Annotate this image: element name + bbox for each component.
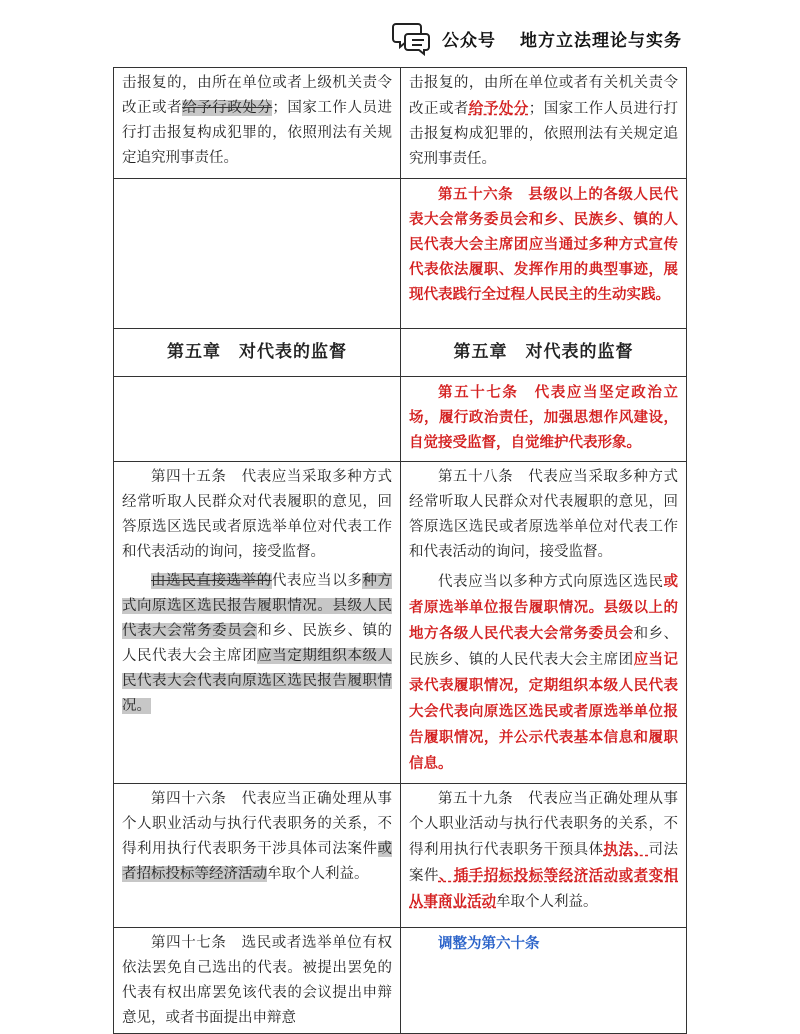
- account-header: [392, 20, 682, 56]
- old-article-46: 第四十六条 代表应当正确处理从事个人职业活动与执行代表职务的关系，不得利用执行代表职务干涉具体司法案件或者招标投标等经济活动牟取个人利益。: [122, 791, 392, 882]
- new-article-56: 第五十六条 县级以上的各级人民代表大会常务委员会和乡、民族乡、镇的人民代表大会主席团应当通过多种方式宣传代表依法履职、发挥作用的典型事迹，展现代表践行全过程人民民主的生动实践。: [409, 186, 678, 303]
- old-text-cell: [114, 377, 401, 462]
- new-text-cell: [401, 377, 687, 462]
- old-text-cell: [114, 179, 401, 329]
- new-article-57: 第五十七条 代表应当坚定政治立场，履行政治责任，加强思想作风建设，自觉接受监督，自觉维护代表形象。: [409, 384, 678, 451]
- comparison-table: [113, 67, 687, 1034]
- renumber-note: 调整为第六十条: [438, 935, 540, 952]
- table-row: [114, 377, 687, 462]
- new-article-58-p1: 第五十八条 代表应当采取多种方式经常听取人民群众对代表履职的意见，回答原选区选民或者原选举单位对代表工作和代表活动的询问，接受监督。: [409, 469, 678, 560]
- old-text-cell: [114, 928, 401, 1034]
- new-article-58-p2: 代表应当以多种方式向原选区选民或者原选举单位报告履职情况。县级以上的地方各级人民代表大会常务委员会和乡、民族乡、镇的人民代表大会主席团应当记录代表履职情况，定期组织本级人民代表大会代表向原选区选民或者原选举单位报告履职情况，并公示代表基本信息和履职信息。: [409, 573, 679, 772]
- new-text-cell: [401, 68, 687, 179]
- chapter-title-new: 第五章 对代表的监督: [401, 329, 687, 377]
- table-row: [114, 329, 687, 377]
- table-row: [114, 784, 687, 928]
- old-article-45-p1: 第四十五条 代表应当采取多种方式经常听取人民群众对代表履职的意见，回答原选区选民或者原选举单位对代表工作和代表活动的询问，接受监督。: [122, 469, 392, 560]
- table-row: [114, 928, 687, 1034]
- old-article-47: 第四十七条 选民或者选举单位有权依法罢免自己选出的代表。被提出罢免的代表有权出席罢免该代表的会议提出申辩意见，或者书面提出申辩意: [122, 935, 392, 1026]
- table-row: [114, 179, 687, 329]
- new-text-cell: [401, 462, 687, 784]
- new-text-cell: [401, 179, 687, 329]
- table-row: [114, 68, 687, 179]
- old-paragraph: 击报复的，由所在单位或者上级机关责令改正或者给予行政处分；国家工作人员进行打击报复构成犯罪的，依照刑法有关规定追究刑事责任。: [122, 75, 393, 166]
- old-text-cell: [114, 68, 401, 179]
- new-text-cell: [401, 784, 687, 928]
- old-text-cell: [114, 462, 401, 784]
- new-paragraph: 击报复的，由所在单位或者有关机关责令改正或者给予处分；国家工作人员进行打击报复构成犯罪的，依照刑法有关规定追究刑事责任。: [409, 75, 679, 167]
- chat-bubbles-icon: [392, 20, 432, 56]
- account-name: 地方立法理论与实务: [520, 30, 682, 51]
- chapter-title-old: 第五章 对代表的监督: [114, 329, 401, 377]
- new-text-cell: [401, 928, 687, 1034]
- old-text-cell: [114, 784, 401, 928]
- old-article-45-p2: 由选民直接选举的代表应当以多种方式向原选区选民报告履职情况。县级人民代表大会常务委员会和乡、民族乡、镇的人民代表大会主席团应当定期组织本级人民代表大会代表向原选区选民报告履职情况。: [122, 573, 393, 714]
- table-row: [114, 462, 687, 784]
- new-article-59: 第五十九条 代表应当正确处理从事个人职业活动与执行代表职务的关系，不得利用执行代表职务干预具体执法、司法案件、插手招标投标等经济活动或者变相从事商业活动牟取个人利益。: [409, 791, 679, 910]
- account-label: 公众号: [442, 30, 496, 51]
